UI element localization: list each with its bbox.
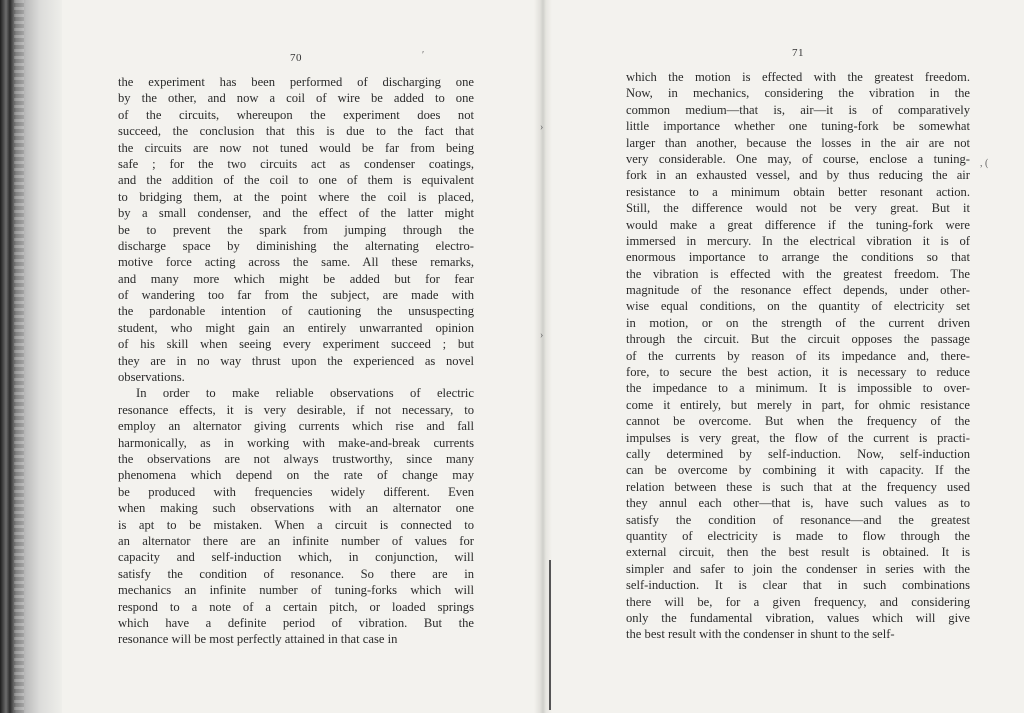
text-line: the experiment has been performed of discharging one — [118, 75, 474, 89]
text-line: by a small condenser, and the effect of the latter might — [118, 206, 474, 221]
left-page — [118, 0, 474, 713]
text-line: fore, to secure the best action, it is necessary to reduce — [626, 365, 970, 380]
text-line: mechanics an infinite number of tuning-forks which will — [118, 583, 474, 598]
paper-speck: › — [540, 330, 544, 341]
text-line: enormous importance to arrange the conditions so that — [626, 250, 970, 265]
text-line: the observations are not always trustworthy, since many — [118, 451, 474, 466]
text-line: resonance will be most perfectly attained in that case in — [118, 632, 398, 647]
text-line: can be overcome by combining it with capacity. If the — [626, 463, 970, 478]
text-line: satisfy the condition of resonance—and the greatest — [626, 512, 970, 527]
text-line: respond to a note of a certain pitch, or loaded springs — [118, 599, 474, 614]
text-line: would make a great difference if the tuning-fork were — [626, 217, 970, 232]
text-line: of the circuits, whereupon the experiment does not — [118, 107, 474, 122]
text-line: self-induction. It is clear that in such combinations — [626, 578, 970, 593]
text-line: the circuits are now not tuned would be far from being — [118, 140, 474, 155]
text-line: the impedance to a minimum. It is impossible to over- — [626, 381, 970, 396]
paper-speck: › — [540, 122, 544, 133]
text-line: only the fundamental vibration, values which will give — [626, 610, 970, 625]
text-line: impulses is very great, the flow of the current is practi- — [626, 430, 970, 445]
book-page-edges — [0, 0, 62, 713]
text-line: of wandering too far from the subject, are made with — [118, 288, 474, 303]
text-line: external circuit, then the best result is obtained. It is — [626, 545, 970, 560]
text-line: cannot be overcome. But when the frequency of the — [626, 414, 970, 429]
gutter-shadow-line — [549, 560, 551, 710]
paper-speck: , ( — [980, 158, 989, 169]
page-number-right: 71 — [792, 47, 804, 59]
text-line: harmonically, as in working with make-and-break currents — [118, 435, 474, 450]
text-line: when making such observations with an alternator one — [118, 501, 474, 516]
right-page — [626, 0, 970, 713]
text-line: immersed in mercury. In the electrical vibration it is of — [626, 233, 970, 248]
text-line: the pardonable intention of cautioning the unsuspecting — [118, 304, 474, 319]
text-line: Still, the difference would not be very great. But it — [626, 201, 970, 216]
text-line: there will be, for a given frequency, and considering — [626, 594, 970, 609]
text-line: resistance to a minimum obtain better resonant action. — [626, 184, 970, 199]
text-line: an alternator there are an infinite number of values for — [118, 533, 474, 548]
text-line: succeed, the conclusion that this is due to the fact that — [118, 124, 474, 139]
text-line: Now, in mechanics, considering the vibration in the — [626, 86, 970, 101]
text-line: quantity of electricity is made to flow through the — [626, 528, 970, 543]
text-line: In order to make reliable observations of electric — [136, 386, 474, 401]
text-line: employ an alternator giving currents which rise and fall — [118, 419, 474, 434]
text-line: resonance effects, it is very desirable, if not necessary, to — [118, 402, 474, 417]
paper-speck: ′ — [422, 50, 425, 61]
text-line: wise equal conditions, on the quantity of electricity set — [626, 299, 970, 314]
text-line: the vibration is effected with the greatest freedom. The — [626, 266, 970, 281]
text-line: to bridging them, at the point where the coil is placed, — [118, 189, 474, 204]
text-line: through the circuit. But the circuit opposes the passage — [626, 332, 970, 347]
page-number-left: 70 — [290, 52, 302, 64]
text-line: common medium—that is, air—it is of comparatively — [626, 102, 970, 117]
text-line: of his skill when seeing every experiment succeed ; but — [118, 337, 474, 352]
text-line: observations. — [118, 370, 185, 385]
text-line: student, who might gain an entirely unwarranted opinion — [118, 320, 474, 335]
text-line: satisfy the condition of resonance. So there are in — [118, 566, 474, 581]
text-line: simpler and safer to join the condenser in series with the — [626, 561, 970, 576]
text-line: of the currents by reason of its impedance and, there- — [626, 348, 970, 363]
text-line: is apt to be mistaken. When a circuit is connected to — [118, 517, 474, 532]
text-line: safe ; for the two circuits act as condenser coatings, — [118, 156, 474, 171]
text-line: little importance whether one tuning-fork be somewhat — [626, 119, 970, 134]
text-line: be to prevent the spark from jumping through the — [118, 222, 474, 237]
text-line: by the other, and now a coil of wire be added to one — [118, 91, 474, 106]
text-line: relation between these is such that at the frequency used — [626, 479, 970, 494]
right-page-text — [626, 69, 970, 643]
text-line: cally determined by self-induction. Now, self-induction — [626, 446, 970, 461]
text-line: which have a definite period of vibration. But the — [118, 615, 474, 630]
text-line: they are in no way thrust upon the experienced as novel — [118, 353, 474, 368]
text-line: magnitude of the resonance effect depends, under other- — [626, 283, 970, 298]
text-line: in motion, or on the strength of the current driven — [626, 315, 970, 330]
text-line: very considerable. One may, of course, enclose a tuning- — [626, 151, 970, 166]
text-line: be produced with frequencies widely different. Even — [118, 484, 474, 499]
text-line: the best result with the condenser in shunt to the self- — [626, 627, 895, 642]
text-line: motive force acting across the same. All these remarks, — [118, 255, 474, 270]
text-line: discharge space by diminishing the alternating electro- — [118, 238, 474, 253]
text-line: larger than another, because the losses in the air are not — [626, 135, 970, 150]
text-line: which the motion is effected with the greatest freedom. — [626, 70, 970, 84]
text-line: and the addition of the coil to one of them is equivalent — [118, 173, 474, 188]
text-line: they annul each other—that is, have such values as to — [626, 496, 970, 511]
text-line: phenomena which depend on the rate of change may — [118, 468, 474, 483]
text-line: and many more which might be added but for fear — [118, 271, 474, 286]
text-line: fork in an exhausted vessel, and by thus reducing the air — [626, 168, 970, 183]
text-line: come it entirely, but merely in part, for ohmic resistance — [626, 397, 970, 412]
left-page-text — [118, 74, 474, 648]
text-line: capacity and self-induction which, in conjunction, will — [118, 550, 474, 565]
